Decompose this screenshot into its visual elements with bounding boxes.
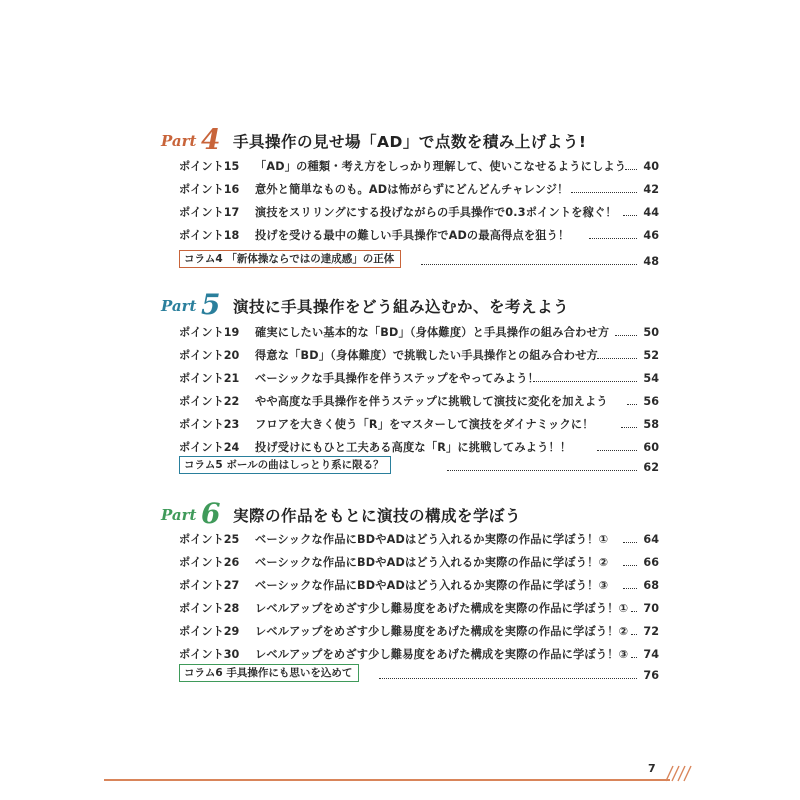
entry-text: 意外と簡単なものも。ADは怖がらずにどんどんチャレンジ！ [255,183,569,196]
entry-page: 54 [643,372,659,385]
entry-text: レベルアップをめざす少し難易度をあげた構成を実際の作品に学ぼう！① [255,602,629,615]
part-6-heading [159,497,659,530]
dot-leader [627,404,637,405]
part-6-section [159,497,659,682]
entry-text: 確実にしたい基本的な「BD」（身体難度）と手具操作の組み合わせ方 [255,326,610,339]
dot-leader [623,542,637,543]
column-5-box: コラム5 ボールの曲はしっとり系に限る？ [179,456,391,474]
toc-entry[interactable] [179,597,659,620]
toc-entry[interactable] [179,178,659,201]
entry-text: ベーシックな作品にBDやADはどう入れるか実際の作品に学ぼう！② [255,556,609,569]
entry-text: 投げを受ける最中の難しい手具操作でADの最高得点を狙う！ [255,229,570,242]
entry-text: ベーシックな手具操作を伴うステップをやってみよう！ [255,372,540,385]
entry-page: 42 [643,183,659,196]
part-4-title: 手具操作の見せ場「AD」で点数を積み上げよう! [233,133,587,151]
dot-leader [623,215,637,216]
column-4-page: 48 [643,255,659,268]
dot-leader [621,427,637,428]
entry-page: 72 [643,625,659,638]
part-5-number: 5 [201,288,221,321]
column-6-row[interactable] [179,664,659,684]
dot-leader [625,169,637,170]
toc-entry[interactable] [179,224,659,247]
toc-entry[interactable] [179,201,659,224]
dot-leader [623,588,637,589]
entry-page: 56 [643,395,659,408]
entry-label: ポイント18 [179,229,240,242]
entry-label: ポイント15 [179,160,240,173]
dot-leader [631,611,637,612]
part-5-section [159,288,659,474]
column-5-row[interactable] [179,456,659,476]
column-4-row[interactable] [179,250,659,270]
entry-page: 58 [643,418,659,431]
toc-entry[interactable] [179,367,659,390]
part-5-word: Part [161,297,197,315]
entry-text: レベルアップをめざす少し難易度をあげた構成を実際の作品に学ぼう！② [255,625,629,638]
entry-label: ポイント28 [179,602,240,615]
dot-leader [623,565,637,566]
entry-label: ポイント25 [179,533,240,546]
toc-entry[interactable] [179,643,659,666]
dot-leader [631,657,637,658]
column-6-page: 76 [643,669,659,682]
dot-leader [379,678,637,679]
entry-page: 74 [643,648,659,661]
entry-text: 得意な「BD」（身体難度）で挑戦したい手具操作との組み合わせ方 [255,349,598,362]
toc-entry[interactable] [179,574,659,597]
part-4-entries [179,155,659,247]
entry-page: 46 [643,229,659,242]
entry-label: ポイント20 [179,349,240,362]
dot-leader [597,450,637,451]
dot-leader [615,335,637,336]
column-4-box: コラム4 「新体操ならではの達成感」の正体 [179,250,401,268]
part-4-heading [159,123,659,156]
entry-text: 投げ受けにもひと工夫ある高度な「R」に挑戦してみよう！！ [255,441,572,454]
dot-leader [533,381,637,382]
column-5-page: 62 [643,461,659,474]
toc-entry[interactable] [179,551,659,574]
entry-page: 70 [643,602,659,615]
toc-entry[interactable] [179,155,659,178]
toc-entry[interactable] [179,413,659,436]
column-6-box: コラム6 手具操作にも思いを込めて [179,664,359,682]
entry-text: 「AD」の種類・考え方をしっかり理解して、使いこなせるようにしよう [255,160,627,173]
dot-leader [447,470,637,471]
entry-page: 66 [643,556,659,569]
entry-label: ポイント21 [179,372,240,385]
dot-leader [631,634,637,635]
entry-page: 40 [643,160,659,173]
entry-label: ポイント24 [179,441,240,454]
entry-text: ベーシックな作品にBDやADはどう入れるか実際の作品に学ぼう！① [255,533,609,546]
part-5-heading [159,288,659,321]
part-4-number: 4 [201,123,221,156]
entry-page: 44 [643,206,659,219]
dot-leader [597,358,637,359]
entry-label: ポイント22 [179,395,240,408]
part-6-entries [179,528,659,666]
entry-label: ポイント23 [179,418,240,431]
part-4-section [159,123,659,268]
part-5-title: 演技に手具操作をどう組み込むか、を考えよう [233,298,570,316]
entry-label: ポイント29 [179,625,240,638]
part-4-word: Part [161,132,197,150]
dot-leader [589,238,637,239]
entry-text: フロアを大きく使う「R」をマスターして演技をダイナミックに！ [255,418,594,431]
entry-text: ベーシックな作品にBDやADはどう入れるか実際の作品に学ぼう！③ [255,579,609,592]
toc-entry[interactable] [179,390,659,413]
part-6-word: Part [161,506,197,524]
entry-label: ポイント30 [179,648,240,661]
entry-text: 演技をスリリングにする投げながらの手具操作で0.3ポイントを稼ぐ！ [255,206,617,219]
entry-page: 68 [643,579,659,592]
entry-label: ポイント26 [179,556,240,569]
slash-ornament-icon [664,764,692,782]
toc-entry[interactable] [179,344,659,367]
toc-entry[interactable] [179,620,659,643]
entry-label: ポイント16 [179,183,240,196]
entry-text: やや高度な手具操作を伴うステップに挑戦して演技に変化を加えよう [255,395,608,408]
footer-rule [104,779,670,781]
entry-page: 52 [643,349,659,362]
part-6-title: 実際の作品をもとに演技の構成を学ぼう [233,507,522,525]
entry-text: レベルアップをめざす少し難易度をあげた構成を実際の作品に学ぼう！③ [255,648,629,661]
entry-page: 50 [643,326,659,339]
part-6-number: 6 [201,497,221,530]
entry-label: ポイント27 [179,579,240,592]
part-5-entries [179,321,659,459]
dot-leader [571,192,637,193]
toc-entry[interactable] [179,528,659,551]
entry-page: 64 [643,533,659,546]
page-number: 7 [648,762,656,775]
toc-entry[interactable] [179,321,659,344]
dot-leader [421,264,637,265]
entry-page: 60 [643,441,659,454]
entry-label: ポイント19 [179,326,240,339]
entry-label: ポイント17 [179,206,240,219]
